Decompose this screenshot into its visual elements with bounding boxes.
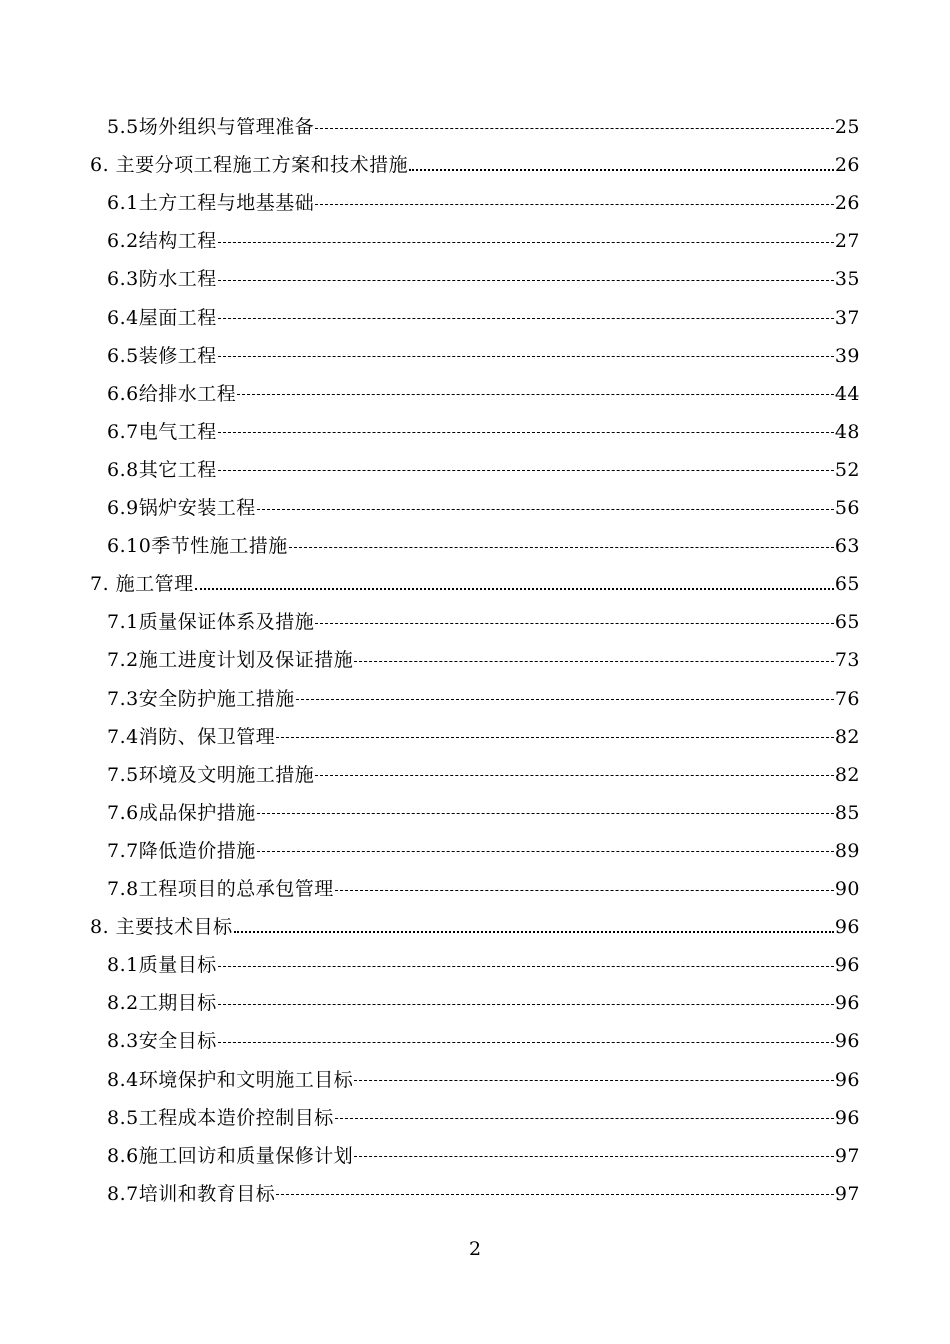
toc-entry-page: 25 [834,116,860,138]
toc-entry[interactable] [107,1099,860,1137]
toc-entry-title: 7.1质量保证体系及措施 [107,611,315,634]
toc-leader [218,470,834,471]
toc-entry-page: 52 [834,458,860,481]
toc-leader [276,737,834,738]
toc-leader [315,128,834,129]
toc-entry-title: 7.2施工进度计划及保证措施 [107,649,354,672]
toc-entry-title: 5.5场外组织与管理准备 [107,116,315,138]
toc-entry[interactable] [107,1061,860,1099]
toc-entry-title: 6.4屋面工程 [107,306,217,329]
toc-entry[interactable] [107,375,860,413]
toc-leader [315,204,834,205]
toc-entry[interactable] [90,146,860,184]
toc-entry-page: 48 [834,420,860,443]
toc-entry-page: 96 [834,1068,860,1091]
toc-leader [354,1080,834,1081]
toc-entry-title: 8.1质量目标 [107,954,217,977]
toc-entry[interactable] [107,641,860,679]
toc-entry-title: 7.8工程项目的总承包管理 [107,878,334,900]
toc-entry[interactable] [107,184,860,222]
toc-entry-page: 96 [834,954,860,977]
toc-leader [218,1004,834,1005]
toc-entry-title: 6.7电气工程 [107,420,217,443]
toc-leader [315,623,834,624]
toc-entry-page: 97 [834,1144,860,1167]
toc-entry-page: 82 [834,763,860,786]
toc-entry-title: 8.6施工回访和质量保修计划 [107,1144,354,1167]
toc-entry-title: 6.5装修工程 [107,344,217,367]
toc-leader [354,661,834,662]
toc-entry-page: 27 [834,230,860,253]
toc-leader [195,588,834,590]
toc-entry[interactable] [107,680,860,718]
toc-entry[interactable] [107,1137,860,1175]
toc-entry-title: 6.9锅炉安装工程 [107,497,256,519]
toc-entry-page: 73 [834,649,860,672]
toc-entry-page: 63 [834,535,860,558]
toc-leader [218,242,834,243]
toc-entry-title: 8.3安全目标 [107,1030,217,1053]
toc-leader [296,699,834,700]
toc-leader [409,169,834,171]
toc-leader [218,356,834,357]
toc-entry-page: 26 [834,154,860,177]
toc-entry-page: 37 [834,306,860,329]
toc-entry[interactable] [107,222,860,260]
toc-entry-page: 65 [834,573,860,596]
toc-entry-page: 82 [834,725,860,748]
toc-entry[interactable] [107,337,860,375]
toc-entry[interactable] [107,1175,860,1213]
toc-leader [315,775,834,776]
toc-entry-page: 89 [834,839,860,862]
toc-entry[interactable] [107,718,860,756]
toc-entry-title: 7.4消防、保卫管理 [107,725,276,748]
toc-entry-page: 39 [834,344,860,367]
toc-entry-title: 8.4环境保护和文明施工目标 [107,1068,354,1091]
toc-entry-title: 8.7培训和教育目标 [107,1182,276,1205]
toc-entry-page: 97 [834,1182,860,1205]
toc-entry[interactable] [90,908,860,946]
toc-entry-title: 6.3防水工程 [107,268,217,291]
toc-entry-page: 35 [834,268,860,291]
toc-entry-title: 7.5环境及文明施工措施 [107,763,315,786]
toc-leader [354,1156,834,1157]
toc-entry[interactable] [107,984,860,1022]
toc-leader [234,931,834,933]
toc-entry[interactable] [107,794,860,832]
toc-entry-page: 96 [834,1030,860,1053]
toc-leader [257,851,834,852]
toc-leader [237,394,834,395]
toc-leader [276,1194,834,1195]
toc-leader [257,813,834,814]
toc-entry-title: 7. 施工管理 [90,573,194,596]
toc-entry[interactable] [90,565,860,603]
toc-entry-title: 8.2工期目标 [107,992,217,1015]
toc-entry-page: 96 [834,1106,860,1129]
toc-entry-page: 65 [834,611,860,634]
toc-entry-page: 90 [834,878,860,900]
toc-entry-title: 8. 主要技术目标 [90,916,233,939]
toc-entry-title: 6.2结构工程 [107,230,217,253]
toc-entry[interactable] [107,299,860,337]
toc-leader [218,318,834,319]
toc-leader [218,1042,834,1043]
toc-entry-title: 6.6给排水工程 [107,382,237,405]
toc-entry[interactable] [107,108,860,146]
toc-entry[interactable] [107,260,860,298]
toc-entry-page: 96 [834,916,860,939]
toc-entry-title: 7.3安全防护施工措施 [107,687,295,710]
toc-entry-page: 76 [834,687,860,710]
toc-entry[interactable] [107,603,860,641]
toc-entry[interactable] [107,489,860,527]
toc-entry-title: 7.7降低造价措施 [107,839,256,862]
toc-leader [335,1118,834,1119]
toc-leader [257,509,834,510]
toc-entry[interactable] [107,870,860,908]
toc-entry-page: 85 [834,801,860,824]
toc-entry-page: 26 [834,192,860,215]
toc-leader [218,966,834,967]
toc-entry[interactable] [107,413,860,451]
toc-leader [289,547,834,548]
toc-entry-title: 8.5工程成本造价控制目标 [107,1106,334,1129]
toc-entry-page: 44 [834,382,860,405]
toc-entry[interactable] [107,832,860,870]
toc-entry-page: 56 [834,497,860,519]
page-number: 2 [468,1238,482,1260]
toc-entry-title: 6.8其它工程 [107,458,217,481]
toc-entry-title: 6.1土方工程与地基基础 [107,192,315,215]
toc-entry[interactable] [107,946,860,984]
toc-entry-page: 96 [834,992,860,1015]
toc-entry[interactable] [107,1022,860,1060]
toc-entry[interactable] [107,527,860,565]
toc-entry[interactable] [107,756,860,794]
toc-entry-title: 6. 主要分项工程施工方案和技术措施 [90,154,409,177]
toc-leader [335,890,834,891]
toc-leader [218,432,834,433]
toc-entry-title: 6.10季节性施工措施 [107,535,288,558]
toc-leader [218,280,834,281]
toc-entry-title: 7.6成品保护措施 [107,801,256,824]
toc-entry[interactable] [107,451,860,489]
